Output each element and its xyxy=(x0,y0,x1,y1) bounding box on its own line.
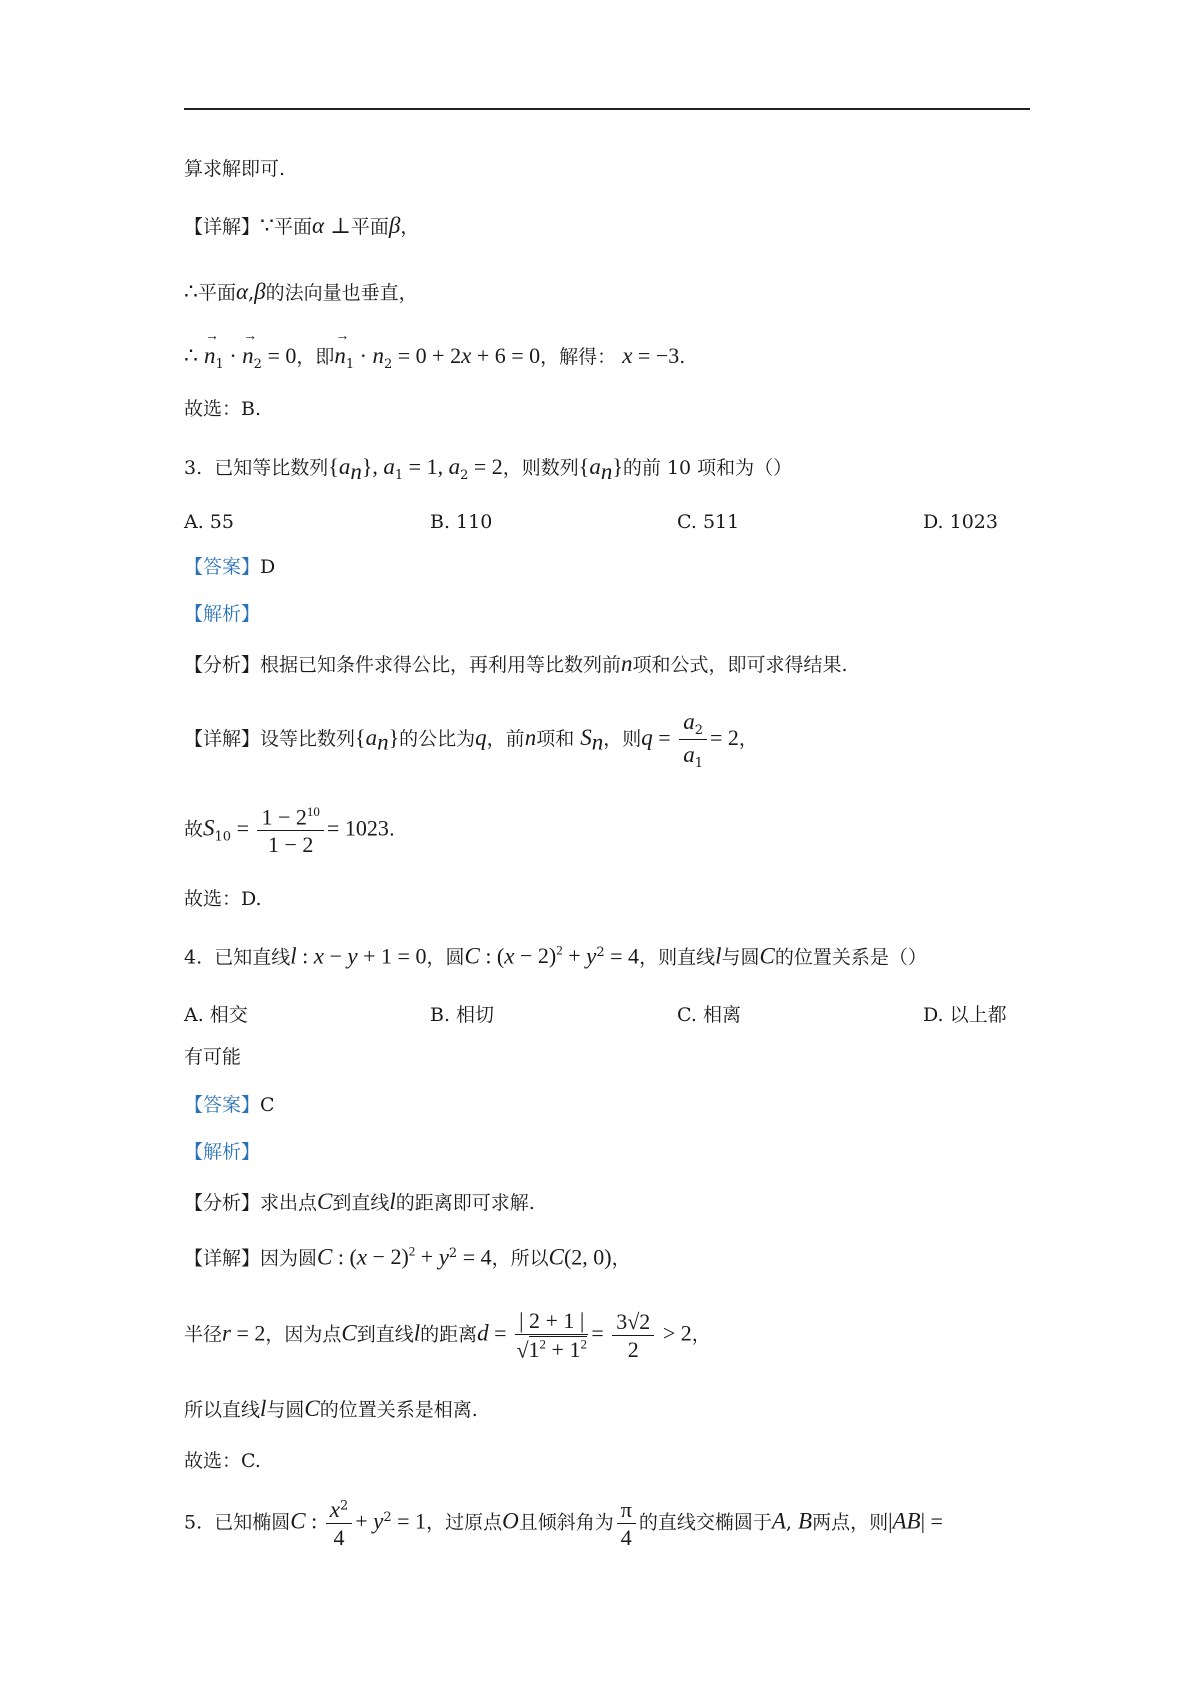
text: 所以直线 xyxy=(184,1399,261,1421)
text: 算求解即可. xyxy=(184,158,286,180)
answer-tag: 【答案】 xyxy=(184,556,261,578)
answer-line xyxy=(184,1096,275,1115)
text: 已知等比数列 xyxy=(214,457,329,479)
text: 【详解】 xyxy=(184,1247,261,1270)
text: 且倾斜角为 xyxy=(518,1511,614,1534)
text-line xyxy=(184,1452,261,1471)
analysis-line: 【分析】求出点C到直线l的距离即可求解. xyxy=(184,1189,535,1214)
text: 的位置关系是相离. xyxy=(319,1399,478,1421)
text-line xyxy=(184,400,261,419)
text: 的前 10 项和为（） xyxy=(622,457,793,479)
question-number: 3. xyxy=(184,457,203,479)
text: 求出点 xyxy=(260,1192,318,1214)
text: ，所以 xyxy=(491,1247,549,1270)
text: 平面 xyxy=(198,282,237,304)
formula-line: 故$S_{10}$ = $\frac{1 - 2^{10}}{1 - 2}$ = 1023. xyxy=(184,804,395,858)
text: 的直线交椭圆于 xyxy=(638,1511,772,1534)
text: 与圆 xyxy=(721,946,760,969)
header-rule xyxy=(184,108,1030,110)
text: 的公比为 xyxy=(399,727,476,750)
text: 项和 xyxy=(536,727,575,750)
question-3: 3. 已知等比数列$\{a_n\}$, $a_1 = 1$, $a_2 = 2$，则数列$\{a_n\}$的前 10 项和为（） xyxy=(184,454,793,484)
option-b: B. 110 xyxy=(430,511,493,533)
formula-line: ∴ → $n_1$ · → $n_2 = 0$，即→ $n_1 \cdot n_2 = 0 + 2x + 6 = 0$，解得： x = −3. xyxy=(184,344,685,371)
analysis-line: 【分析】根据已知条件求得公比，再利用等比数列前n项和公式，即可求得结果. xyxy=(184,651,848,676)
text: 因为圆 xyxy=(260,1247,318,1270)
question-number: 4. xyxy=(184,946,203,969)
answer-line xyxy=(184,558,275,577)
text: ，则直线 xyxy=(639,946,716,969)
text: ，则数列 xyxy=(502,457,579,479)
text: 的位置关系是（） xyxy=(774,946,927,969)
text: ，因为点 xyxy=(265,1323,342,1346)
text: 根据已知条件求得公比，再利用等比数列前 xyxy=(260,654,622,676)
text: 故选：D. xyxy=(184,888,262,910)
text-line: ∴平面α,β的法向量也垂直， xyxy=(184,279,418,304)
text: 两点，则 xyxy=(812,1511,889,1534)
text: ，过原点 xyxy=(426,1511,503,1534)
text: 的距离 xyxy=(420,1323,478,1346)
option-a: A. 55 xyxy=(184,511,234,533)
text-line: 所以直线l与圆C的位置关系是相离. xyxy=(184,1396,478,1421)
detail-line: 【详解】设等比数列$\{a_n\}$的公比为q，前n项和 $S_n$，则q = $\frac{a_2}{a_1}$ = 2， xyxy=(184,709,758,771)
option-d-continued: 有可能 xyxy=(184,1046,242,1068)
text-line xyxy=(184,160,285,179)
text: 半径 xyxy=(184,1323,223,1346)
analysis-tag: 【解析】 xyxy=(184,1141,261,1163)
text: 已知直线 xyxy=(214,946,291,969)
option-c: C. 511 xyxy=(677,511,740,533)
option-d: D. 1023 xyxy=(923,511,998,533)
formula-line: 半径r = 2，因为点C到直线l的距离d = $\frac{| 2 + 1 |}{√1^2 + 1^2}$ = $\frac{3√2}{2}$ > 2， xyxy=(184,1308,711,1363)
text: 的法向量也垂直， xyxy=(265,282,418,304)
text: 项和公式，即可求得结果. xyxy=(632,654,848,676)
detail-line: 【详解】因为圆C : $(x - 2)^2 + y^2 = 4$，所以C(2, 0)， xyxy=(184,1244,631,1270)
text: 的距离即可求解. xyxy=(395,1192,535,1214)
text: 【分析】 xyxy=(184,654,261,676)
text: 设等比数列 xyxy=(260,727,356,750)
text: ，则 xyxy=(603,727,642,750)
text: 故选：B. xyxy=(184,398,262,420)
text: 到直线 xyxy=(332,1192,390,1214)
answer-value: D xyxy=(260,556,276,578)
text: 到直线 xyxy=(356,1323,414,1346)
text: ，圆 xyxy=(426,946,465,969)
text: 【分析】 xyxy=(184,1192,261,1214)
text: 【详解】 xyxy=(184,727,261,750)
question-number: 5. xyxy=(184,1511,203,1534)
text: ，解得： xyxy=(540,346,617,368)
detail-line: 【详解】∵平面α ⊥平面β， xyxy=(184,213,420,238)
text: ，前 xyxy=(486,727,525,750)
option-c: C. 相离 xyxy=(677,1004,741,1026)
text: 平面 xyxy=(350,216,389,238)
text: 平面 xyxy=(274,216,313,238)
text-line xyxy=(184,890,262,909)
text: 与圆 xyxy=(266,1399,305,1421)
answer-value: C xyxy=(260,1094,275,1116)
option-a: A. 相交 xyxy=(184,1004,248,1026)
text: ，即 xyxy=(296,346,335,368)
text: 已知椭圆 xyxy=(214,1511,291,1534)
option-b: B. 相切 xyxy=(430,1004,495,1026)
question-4: 4. 已知直线l : x − y + 1 = 0，圆C : $(x - 2)^2 + y^2 = 4$，则直线l与圆C的位置关系是（） xyxy=(184,943,927,969)
answer-tag: 【答案】 xyxy=(184,1094,261,1116)
question-5: 5. 已知椭圆C : $\frac{x^2}{4}$ + $y^2 = 1$，过原点O且倾斜角为 $\frac{\pi}{4}$ 的直线交椭圆于A, B两点，则|AB| = xyxy=(184,1496,943,1550)
text: 故 xyxy=(184,818,204,841)
option-d: D. 以上都 xyxy=(923,1004,1007,1026)
detail-tag: 【详解】 xyxy=(184,216,261,238)
text: 故选：C. xyxy=(184,1450,261,1472)
analysis-tag: 【解析】 xyxy=(184,603,261,625)
